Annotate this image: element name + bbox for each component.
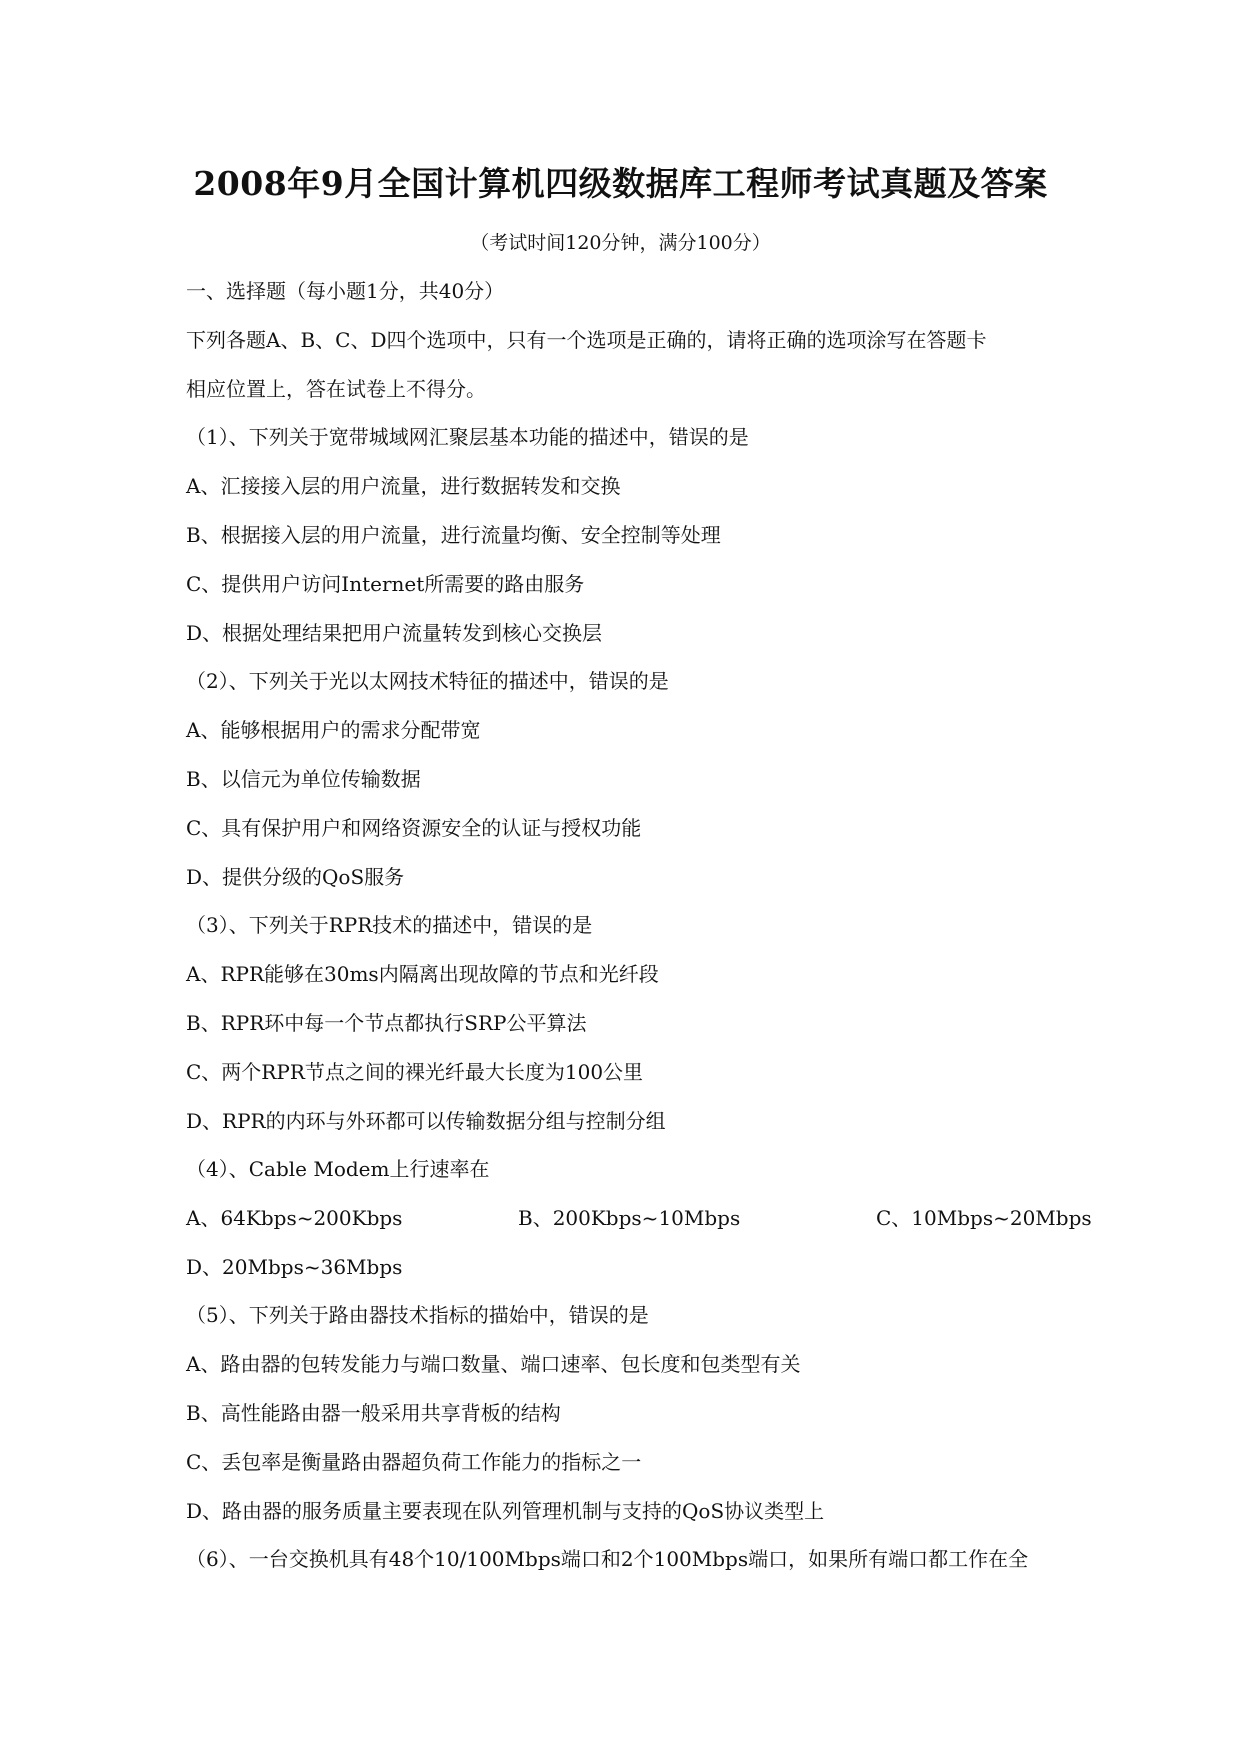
question-3-option-b: B、RPR环中每一个节点都执行SRP公平算法 bbox=[186, 1011, 587, 1035]
question-5-option-a: A、路由器的包转发能力与端口数量、端口速率、包长度和包类型有关 bbox=[186, 1352, 801, 1376]
question-4-option-a: A、64Kbps~200Kbps bbox=[186, 1206, 403, 1230]
question-5-stem: （5）、下列关于路由器技术指标的描始中，错误的是 bbox=[186, 1303, 649, 1327]
question-1-option-b: B、根据接入层的用户流量，进行流量均衡、安全控制等处理 bbox=[186, 523, 721, 547]
question-5-option-d: D、路由器的服务质量主要表现在队列管理机制与支持的QoS协议类型上 bbox=[186, 1499, 825, 1523]
question-3-stem: （3）、下列关于RPR技术的描述中，错误的是 bbox=[186, 913, 593, 937]
question-4-option-b: B、200Kbps~10Mbps bbox=[518, 1206, 741, 1230]
question-6-stem: （6）、一台交换机具有48个10/100Mbps端口和2个100Mbps端口，如果所有端口都工作在全 bbox=[186, 1547, 1029, 1571]
question-1-stem: （1）、下列关于宽带城域网汇聚层基本功能的描述中，错误的是 bbox=[186, 425, 749, 449]
question-2-option-b: B、以信元为单位传输数据 bbox=[186, 767, 421, 791]
question-4-option-d: D、20Mbps~36Mbps bbox=[186, 1255, 403, 1279]
question-3-option-d: D、RPR的内环与外环都可以传输数据分组与控制分组 bbox=[186, 1109, 666, 1133]
question-1-option-c: C、提供用户访问Internet所需要的路由服务 bbox=[186, 572, 585, 596]
question-4-option-c: C、10Mbps~20Mbps bbox=[876, 1206, 1092, 1230]
instructions-line-1: 下列各题A、B、C、D四个选项中，只有一个选项是正确的，请将正确的选项涂写在答题卡 bbox=[186, 328, 987, 352]
question-3-option-c: C、两个RPR节点之间的裸光纤最大长度为100公里 bbox=[186, 1060, 644, 1084]
question-5-option-b: B、高性能路由器一般采用共享背板的结构 bbox=[186, 1401, 561, 1425]
question-2-option-c: C、具有保护用户和网络资源安全的认证与授权功能 bbox=[186, 816, 642, 840]
question-1-option-a: A、汇接接入层的用户流量，进行数据转发和交换 bbox=[186, 474, 621, 498]
question-2-option-d: D、提供分级的QoS服务 bbox=[186, 865, 405, 889]
document-title: 2008年9月全国计算机四级数据库工程师考试真题及答案 bbox=[193, 164, 1048, 203]
document-subtitle: （考试时间120分钟，满分100分） bbox=[470, 232, 771, 254]
question-2-stem: （2）、下列关于光以太网技术特征的描述中，错误的是 bbox=[186, 669, 669, 693]
question-1-option-d: D、根据处理结果把用户流量转发到核心交换层 bbox=[186, 621, 603, 645]
question-3-option-a: A、RPR能够在30ms内隔离出现故障的节点和光纤段 bbox=[186, 962, 659, 986]
question-2-option-a: A、能够根据用户的需求分配带宽 bbox=[186, 718, 481, 742]
section-heading: 一、选择题（每小题1分，共40分） bbox=[186, 279, 505, 303]
question-4-stem: （4）、Cable Modem上行速率在 bbox=[186, 1157, 490, 1181]
question-5-option-c: C、丢包率是衡量路由器超负荷工作能力的指标之一 bbox=[186, 1450, 642, 1474]
instructions-line-2: 相应位置上，答在试卷上不得分。 bbox=[186, 377, 486, 401]
